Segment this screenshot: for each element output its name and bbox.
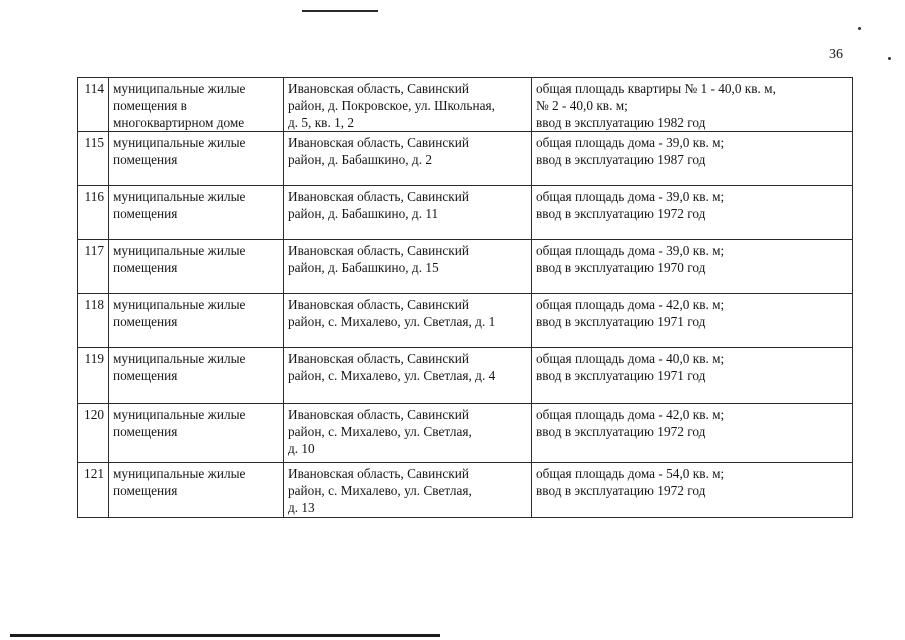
object-info — [532, 404, 853, 463]
page-number: 36 — [829, 47, 843, 62]
text-line: ввод в эксплуатацию 1971 год — [536, 368, 706, 383]
text-line: общая площадь дома - 39,0 кв. м; — [536, 189, 725, 204]
text-line: общая площадь дома - 42,0 кв. м; — [536, 297, 725, 312]
text-line: помещения — [113, 314, 178, 329]
text-line: район, с. Михалево, ул. Светлая, — [288, 424, 472, 439]
object-address — [284, 463, 532, 518]
text-line: ввод в эксплуатацию 1982 год — [536, 115, 706, 130]
table-row — [78, 186, 853, 240]
text-line: помещения — [113, 368, 178, 383]
row-number: 115 — [78, 132, 109, 186]
object-name — [109, 132, 284, 186]
text-line: помещения — [113, 206, 178, 221]
object-address — [284, 240, 532, 294]
text-line: район, д. Покровское, ул. Школьная, — [288, 98, 495, 113]
text-line: общая площадь дома - 40,0 кв. м; — [536, 351, 725, 366]
object-address — [284, 294, 532, 348]
object-info — [532, 348, 853, 404]
text-line: Ивановская область, Савинский — [288, 189, 469, 204]
text-line: Ивановская область, Савинский — [288, 243, 469, 258]
object-info — [532, 240, 853, 294]
text-line: муниципальные жилые — [113, 81, 246, 96]
row-number: 119 — [78, 348, 109, 404]
text-line: Ивановская область, Савинский — [288, 297, 469, 312]
text-line: ввод в эксплуатацию 1971 год — [536, 314, 706, 329]
row-number: 114 — [78, 78, 109, 132]
text-line: общая площадь дома - 54,0 кв. м; — [536, 466, 725, 481]
text-line: ввод в эксплуатацию 1987 год — [536, 152, 706, 167]
object-address — [284, 186, 532, 240]
row-number: 118 — [78, 294, 109, 348]
text-line: Ивановская область, Савинский — [288, 407, 469, 422]
text-line: № 2 - 40,0 кв. м; — [536, 98, 628, 113]
object-name — [109, 404, 284, 463]
property-table — [77, 77, 853, 518]
text-line: муниципальные жилые — [113, 135, 246, 150]
text-line: ввод в эксплуатацию 1972 год — [536, 483, 706, 498]
text-line: ввод в эксплуатацию 1972 год — [536, 206, 706, 221]
table-row — [78, 404, 853, 463]
text-line: район, д. Бабашкино, д. 2 — [288, 152, 432, 167]
text-line: Ивановская область, Савинский — [288, 351, 469, 366]
text-line: муниципальные жилые — [113, 407, 246, 422]
text-line: многоквартирном доме — [113, 115, 245, 130]
text-line: общая площадь квартиры № 1 - 40,0 кв. м, — [536, 81, 776, 96]
text-line: общая площадь дома - 42,0 кв. м; — [536, 407, 725, 422]
text-line: помещения — [113, 483, 178, 498]
text-line: район, с. Михалево, ул. Светлая, — [288, 483, 472, 498]
text-line: муниципальные жилые — [113, 466, 246, 481]
text-line: ввод в эксплуатацию 1970 год — [536, 260, 706, 275]
table-row — [78, 463, 853, 518]
scan-speck-right — [888, 57, 891, 60]
object-name — [109, 186, 284, 240]
text-line: помещения — [113, 152, 178, 167]
table-row — [78, 240, 853, 294]
object-info — [532, 294, 853, 348]
text-line: помещения — [113, 260, 178, 275]
object-name — [109, 348, 284, 404]
object-name — [109, 78, 284, 132]
row-number: 121 — [78, 463, 109, 518]
bottom-rule — [10, 634, 440, 637]
text-line: помещения — [113, 424, 178, 439]
table-row — [78, 78, 853, 132]
text-line: Ивановская область, Савинский — [288, 81, 469, 96]
text-line: район, с. Михалево, ул. Светлая, д. 4 — [288, 368, 496, 383]
object-address — [284, 78, 532, 132]
object-address — [284, 132, 532, 186]
row-number: 117 — [78, 240, 109, 294]
text-line: район, д. Бабашкино, д. 11 — [288, 206, 439, 221]
row-number: 116 — [78, 186, 109, 240]
table-row — [78, 132, 853, 186]
text-line: общая площадь дома - 39,0 кв. м; — [536, 243, 725, 258]
object-name — [109, 240, 284, 294]
table-row — [78, 348, 853, 404]
object-address — [284, 348, 532, 404]
object-info — [532, 186, 853, 240]
object-name — [109, 294, 284, 348]
object-info — [532, 78, 853, 132]
text-line: общая площадь дома - 39,0 кв. м; — [536, 135, 725, 150]
text-line: район, д. Бабашкино, д. 15 — [288, 260, 439, 275]
top-rule — [302, 10, 378, 12]
text-line: муниципальные жилые — [113, 297, 246, 312]
object-address — [284, 404, 532, 463]
text-line: д. 10 — [288, 441, 315, 456]
object-info — [532, 132, 853, 186]
text-line: Ивановская область, Савинский — [288, 466, 469, 481]
text-line: район, с. Михалево, ул. Светлая, д. 1 — [288, 314, 496, 329]
text-line: муниципальные жилые — [113, 351, 246, 366]
text-line: муниципальные жилые — [113, 189, 246, 204]
text-line: Ивановская область, Савинский — [288, 135, 469, 150]
text-line: помещения в — [113, 98, 187, 113]
object-info — [532, 463, 853, 518]
text-line: д. 13 — [288, 500, 315, 515]
text-line: д. 5, кв. 1, 2 — [288, 115, 355, 130]
scan-speck-top-right — [858, 27, 861, 30]
row-number: 120 — [78, 404, 109, 463]
text-line: ввод в эксплуатацию 1972 год — [536, 424, 706, 439]
table-row — [78, 294, 853, 348]
text-line: муниципальные жилые — [113, 243, 246, 258]
object-name — [109, 463, 284, 518]
